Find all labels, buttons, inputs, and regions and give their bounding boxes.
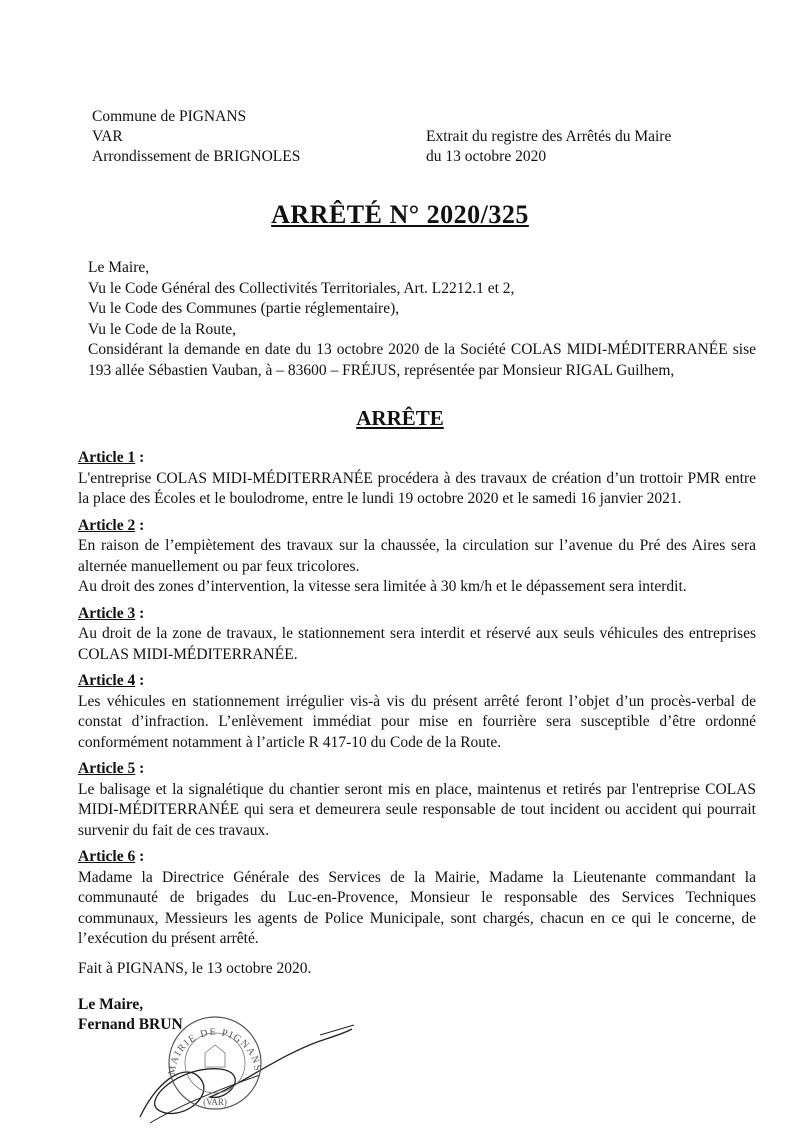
issuer-block <box>92 107 300 167</box>
preamble-maire: Le Maire, <box>88 259 150 276</box>
article-paragraph: Au droit de la zone de travaux, le stationnement sera interdit et réservé aux seuls véhicules des entreprises COLAS MIDI-MÉDITERRANÉE. <box>78 625 756 663</box>
article-3: Article 3 : Au droit de la zone de travaux, le stationnement sera interdit et réservé aux seuls véhicules des entreprises COLAS MIDI-MÉDITERRANÉE. <box>78 604 756 666</box>
article-title: Article 3 <box>78 604 136 622</box>
article-title: Article 2 <box>78 516 136 534</box>
commune-name: Commune de PIGNANS <box>92 108 247 125</box>
preamble-vu-cgct: Vu le Code Général des Collectivités Territoriales, Art. L2212.1 et 2, <box>88 279 515 297</box>
article-4: Article 4 : Les véhicules en stationnement irrégulier vis-à vis du présent arrêté feront l’objet d’un procès-verbal de constat d’infraction. L’enlèvement immédiat pour mise en fourrière sera susceptible d’être ordonné conformément notamment à l’article R 417-10 du Code de la Route. <box>78 671 756 753</box>
article-1: Article 1 : L'entreprise COLAS MIDI-MÉDITERRANÉE procédera à des travaux de création d’un trottoir PMR entre la place des Écoles et le boulodrome, entre le lundi 19 octobre 2020 et le samedi 16 janvier 2021. <box>78 448 756 510</box>
arrondissement-name: Arrondissement de BRIGNOLES <box>92 148 301 165</box>
preamble <box>88 258 756 381</box>
register-extract: Extrait du registre des Arrêtés du Maire <box>426 128 672 145</box>
signatory-role: Le Maire, <box>78 996 144 1013</box>
svg-text:MAIRIE DE PIGNANS: MAIRIE DE PIGNANS <box>166 1026 263 1076</box>
register-block <box>426 127 671 167</box>
closing-statement: Fait à PIGNANS, le 13 octobre 2020. <box>78 960 312 977</box>
signature-and-stamp <box>120 1005 380 1131</box>
article-title: Article 5 <box>78 760 136 777</box>
articles-list <box>78 448 756 956</box>
article-paragraph: Le balisage et la signalétique du chantier seront mis en place, maintenus et retirés par l'entreprise COLAS MIDI-MÉDITERRANÉE qui sera et demeurera seule responsable de tout incident ou accident qui pourrait survenir du fait de ces travaux. <box>78 780 756 839</box>
register-date: du 13 octobre 2020 <box>426 148 547 165</box>
preamble-considerant: Considérant la demande en date du 13 octobre 2020 de la Société COLAS MIDI-MÉDITERRANÉE sise 193 allée Sébastien Vauban, à – 83600 – FRÉJUS, représentée par Monsieur RIGAL Guilhem, <box>88 341 756 379</box>
preamble-vu-communes: Vu le Code des Communes (partie réglementaire), <box>88 300 400 317</box>
article-paragraph: Madame la Directrice Générale des Services de la Mairie, Madame la Lieutenante commandant la communauté de brigades du Luc-en-Provence, Monsieur le responsable des Services Techniques communaux, Messieurs les agents de Police Municipale, sont chargés, chacun en ce qui le concerne, de l’exécution du présent arrêté. <box>78 868 756 947</box>
preamble-vu-route: Vu le Code de la Route, <box>88 320 237 338</box>
article-title: Article 6 <box>78 848 136 865</box>
article-5: Article 5 : Le balisage et la signalétique du chantier seront mis en place, maintenus et retirés par l'entreprise COLAS MIDI-MÉDITERRANÉE qui sera et demeurera seule responsable de tout incident ou accident qui pourrait survenir du fait de ces travaux. <box>78 759 756 841</box>
article-2: Article 2 : En raison de l’empiètement des travaux sur la chaussée, la circulation sur l’avenue du Pré des Aires sera alternée manuellement ou par feux tricolores. Au droit des zones d’intervention, la vitesse sera limitée à 30 km/h et le dépassement sera interdit. <box>78 516 756 598</box>
decision-heading: ARRÊTE <box>356 406 444 430</box>
article-paragraph: En raison de l’empiètement des travaux sur la chaussée, la circulation sur l’avenue du Pré des Aires sera alternée manuellement ou par feux tricolores. <box>78 537 756 575</box>
article-paragraph: L'entreprise COLAS MIDI-MÉDITERRANÉE procédera à des travaux de création d’un trottoir PMR entre la place des Écoles et le boulodrome, entre le lundi 19 octobre 2020 et le samedi 16 janvier 2021. <box>78 469 756 507</box>
departement-name: VAR <box>92 128 123 145</box>
article-paragraph: Au droit des zones d’intervention, la vitesse sera limitée à 30 km/h et le dépassement sera interdit. <box>78 578 687 595</box>
article-title: Article 4 <box>78 672 136 689</box>
signatory-name: Fernand BRUN <box>78 1016 183 1033</box>
document-title: ARRÊTÉ N° 2020/325 <box>271 200 529 229</box>
article-6: Article 6 : Madame la Directrice Générale des Services de la Mairie, Madame la Lieutenante commandant la communauté de brigades du Luc-en-Provence, Monsieur le responsable des Services Techniques communaux, Messieurs les agents de Police Municipale, sont chargés, chacun en ce qui le concerne, de l’exécution du présent arrêté. <box>78 847 756 950</box>
svg-text:(VAR): (VAR) <box>203 1097 227 1107</box>
article-paragraph: Les véhicules en stationnement irrégulier vis-à vis du présent arrêté feront l’objet d’un procès-verbal de constat d’infraction. L’enlèvement immédiat pour mise en fourrière sera susceptible d’être ordonné conformément notamment à l’article R 417-10 du Code de la Route. <box>78 692 756 751</box>
article-title: Article 1 <box>78 449 136 466</box>
